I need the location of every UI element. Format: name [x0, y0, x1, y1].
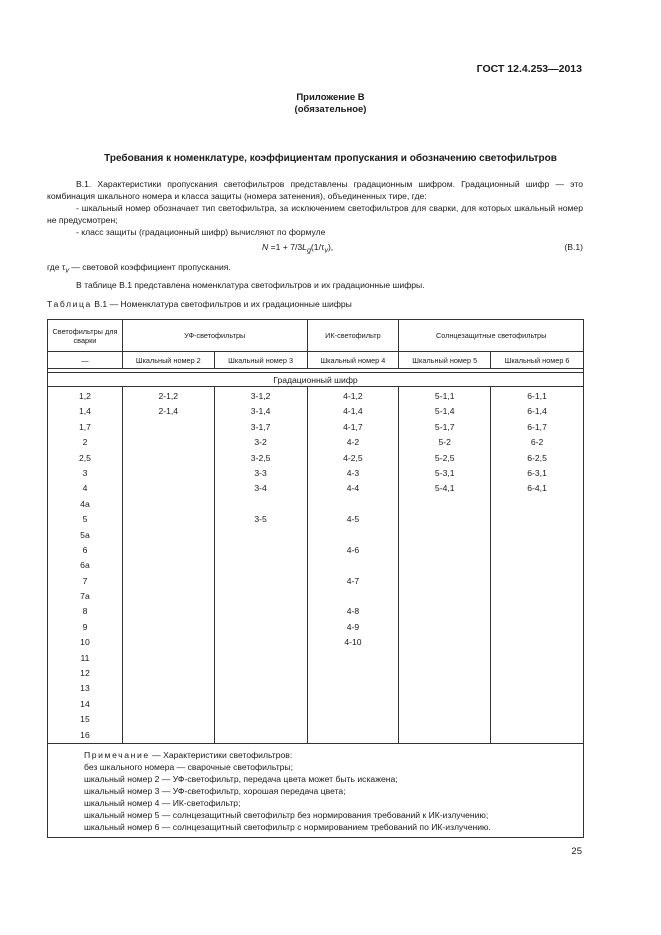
note-line: шкальный номер 6 — солнцезащитный светофильтр с нормированием требований по ИК-излучению. [84, 821, 491, 832]
table-cell [123, 481, 214, 496]
table-cell: 4-6 [346, 544, 360, 555]
appendix-subtitle: (обязательное) [294, 104, 367, 115]
table-cell: 2-1,4 [158, 406, 179, 417]
table-cell [123, 712, 214, 727]
table-cell [491, 681, 583, 696]
table-cell: 4-10 [344, 637, 362, 648]
table-cell [215, 712, 307, 727]
table-cell: 4-2,5 [343, 452, 363, 463]
table-cell: 13 [80, 683, 90, 694]
table-cell [491, 728, 583, 743]
table-cell [399, 651, 490, 666]
table-cell: 16 [80, 729, 90, 740]
table-cell: 6 [82, 544, 88, 555]
table-cell [123, 451, 214, 466]
filter-nomenclature-table [47, 319, 584, 838]
table-cell [491, 635, 583, 650]
table-cell: 2-1,2 [158, 391, 179, 401]
table-cell [215, 651, 307, 666]
note-line: шкальный номер 5 — солнцезащитный светофильтр без нормирования требований к ИК-излучению; [84, 809, 489, 820]
table-cell [308, 528, 399, 543]
table-cell: 4-7 [346, 575, 360, 586]
table-cell [399, 681, 490, 696]
table-cell: 5-1,7 [434, 421, 455, 432]
subheader-none: — [48, 352, 123, 369]
table-cell: 3-1,2 [250, 391, 271, 401]
subheader-scale-6: Шкальный номер 6 [491, 352, 584, 369]
table-header-row [48, 320, 584, 352]
table-cell [123, 528, 214, 543]
table-cell [123, 420, 214, 435]
appendix-title: Приложение В [296, 92, 365, 103]
column-welding [48, 387, 123, 744]
table-cell [215, 728, 307, 743]
header-ir: ИК-светофильтр [307, 320, 399, 352]
table-cell [215, 604, 307, 619]
appendix-heading [0, 92, 661, 116]
note-lines [84, 761, 583, 833]
table-cell: 3-4 [254, 483, 267, 494]
table-cell [308, 558, 399, 573]
table-cell [491, 666, 583, 681]
table-cell [399, 666, 490, 681]
table-cell [399, 635, 490, 650]
table-note [48, 743, 584, 837]
table-cell [399, 620, 490, 635]
table-cell [123, 543, 214, 558]
table-cell [399, 558, 490, 573]
table-cell: 5а [80, 529, 90, 540]
table-cell: 6-1,1 [527, 391, 547, 401]
formula-explanation: где $\tau_v$ — световой коэффициент пропускания. [47, 262, 231, 275]
note-line: шкальный номер 3 — УФ-светофильтр, хорошая передача цвета; [84, 785, 346, 796]
table-cell [491, 528, 583, 543]
table-cell [491, 497, 583, 512]
formula-line [47, 242, 583, 256]
gradation-label-row [48, 373, 584, 387]
header-sun: Солнцезащитные светофильтры [399, 320, 584, 352]
table-cell: 5-4,1 [434, 483, 455, 494]
table-cell [491, 604, 583, 619]
table-cell: 3-5 [254, 514, 267, 525]
table-cell: 1,7 [78, 421, 91, 432]
table-cell: 14 [80, 698, 90, 709]
formula: $N =1 + 7/3L_g(1/\tau_v)$, [262, 242, 334, 255]
table-cell [399, 497, 490, 512]
table-cell: 5-1,4 [434, 406, 455, 417]
table-cell [491, 512, 583, 527]
table-cell [123, 666, 214, 681]
table-cell: 3-1,7 [250, 421, 271, 432]
table-cell: 4-5 [346, 514, 360, 525]
table-cell [215, 543, 307, 558]
table-cell: 5-1,1 [434, 391, 455, 401]
paragraph-protection-class: - класс защиты (градационный шифр) вычисляют по формуле [76, 227, 326, 237]
table-cell: 6а [80, 560, 90, 571]
note-line: шкальный номер 2 — УФ-светофильтр, передача цвета может быть искажена; [84, 773, 398, 784]
table-cell [215, 697, 307, 712]
table-cell: 3 [82, 467, 88, 478]
body-text [47, 178, 583, 238]
table-cell [399, 712, 490, 727]
table-cell: 6-4,1 [527, 483, 547, 494]
table-cell [491, 697, 583, 712]
table-cell [215, 620, 307, 635]
column-scale-2 [122, 387, 214, 744]
table-cell [123, 681, 214, 696]
subheader-scale-4: Шкальный номер 4 [307, 352, 399, 369]
formula-explanation-text: — световой коэффициент пропускания. [68, 262, 231, 272]
table-cell: 6-2 [530, 437, 544, 448]
table-cell: 8 [82, 606, 88, 617]
table-cell [491, 712, 583, 727]
paragraph-b1: В.1. Характеристики пропускания светофильтров представлены градационным шифром. Градационный шифр — это комбинация шкального номера и класса защиты (номера затенения), объединенных тире, где: [47, 179, 583, 201]
table-cell [215, 681, 307, 696]
table-cell [308, 651, 399, 666]
table-cell [123, 512, 214, 527]
table-cell: 4-2 [346, 437, 360, 448]
table-cell [123, 558, 214, 573]
table-cell: 4-8 [346, 606, 360, 617]
table-cell: 4 [82, 483, 88, 494]
table-cell [308, 712, 399, 727]
table-cell [215, 589, 307, 604]
table-cell: 1,2 [78, 391, 91, 401]
table-cell: 11 [80, 652, 90, 663]
table-note-row [48, 743, 584, 837]
table-cell: 5-2 [438, 437, 451, 448]
table-cell: 4а [80, 498, 90, 509]
table-cell [308, 589, 399, 604]
table-cell [215, 666, 307, 681]
table-cell [123, 574, 214, 589]
table-cell [123, 589, 214, 604]
table-cell: 3-3 [254, 467, 267, 478]
table-cell: 5-3,1 [434, 467, 455, 478]
table-cell: 12 [80, 668, 90, 679]
note-first-text: — Характеристики светофильтров: [149, 749, 293, 760]
section-title: Требования к номенклатуре, коэффициентам пропускания и обозначению светофильтров [104, 153, 557, 164]
table-cell [491, 589, 583, 604]
table-cell [123, 728, 214, 743]
table-cell [491, 651, 583, 666]
table-cell: 6-2,5 [527, 452, 547, 463]
table-cell: 3-2,5 [250, 452, 271, 463]
table-cell [491, 574, 583, 589]
column-scale-5 [399, 387, 491, 744]
table-cell [123, 651, 214, 666]
table-subheader-row [48, 352, 584, 369]
table-cell: 7 [82, 575, 88, 586]
table-cell: 10 [80, 637, 90, 648]
note-label: Примечание [84, 749, 150, 760]
document-code: ГОСТ 12.4.253—2013 [476, 63, 582, 75]
table-caption-text: В.1 — Номенклатура светофильтров и их градационные шифры [91, 299, 352, 309]
table-cell: 9 [82, 621, 88, 632]
table-cell: 4-3 [346, 467, 360, 478]
subheader-scale-3: Шкальный номер 3 [214, 352, 307, 369]
table-cell: 4-1,7 [343, 421, 363, 432]
table-cell [123, 635, 214, 650]
table-cell: 5 [82, 514, 88, 525]
table-cell [308, 666, 399, 681]
table-cell [215, 497, 307, 512]
table-cell [399, 728, 490, 743]
table-caption-label: Таблица [47, 299, 92, 309]
table-cell [491, 620, 583, 635]
note-line: шкальный номер 4 — ИК-светофильтр; [84, 797, 241, 808]
table-cell [215, 558, 307, 573]
table-cell [399, 574, 490, 589]
table-cell [491, 543, 583, 558]
table-cell [399, 697, 490, 712]
table-cell: 2 [82, 437, 88, 448]
table-caption [47, 299, 352, 309]
table-cell [123, 435, 214, 450]
page-number: 25 [571, 846, 582, 857]
table-cell: 7а [80, 591, 90, 602]
table-cell [123, 620, 214, 635]
table-cell [308, 728, 399, 743]
gradation-label: Градационный шифр [48, 373, 584, 387]
paragraph-scale-number: - шкальный номер обозначает тип светофильтра, за исключением светофильтров для сварки, для которых шкальный номер не предусмотрен; [47, 203, 583, 225]
table-cell [215, 574, 307, 589]
table-cell: 2,5 [78, 452, 91, 463]
table-cell: 1,4 [78, 406, 91, 417]
table-cell: 4-1,4 [343, 406, 363, 417]
table-cell [399, 512, 490, 527]
table-cell [399, 543, 490, 558]
table-cell [123, 497, 214, 512]
table-cell: 6-3,1 [527, 467, 547, 478]
table-cell [308, 681, 399, 696]
table-cell [308, 697, 399, 712]
table-cell: 6-1,4 [527, 406, 547, 417]
after-formula-text [47, 260, 583, 292]
note-line: без шкального номера — сварочные светофильтры; [84, 761, 293, 772]
note-first-line [84, 749, 583, 761]
table-cell [215, 528, 307, 543]
table-cell: 15 [80, 714, 90, 725]
formula-number: (В.1) [564, 242, 583, 252]
table-cell: 3-1,4 [250, 406, 271, 417]
table-cell [215, 635, 307, 650]
subheader-scale-5: Шкальный номер 5 [399, 352, 491, 369]
table-data-row [48, 387, 584, 744]
table-cell: 4-4 [346, 483, 360, 494]
subheader-scale-2: Шкальный номер 2 [122, 352, 214, 369]
table-cell [491, 558, 583, 573]
header-welding: Светофильтры для сварки [48, 320, 123, 352]
table-cell: 4-9 [346, 621, 360, 632]
table-cell [399, 589, 490, 604]
column-scale-6 [491, 387, 584, 744]
table-cell: 6-1,7 [527, 421, 547, 432]
column-scale-3 [214, 387, 307, 744]
table-cell: 4-1,2 [343, 391, 363, 401]
table-cell [123, 466, 214, 481]
table-cell [399, 604, 490, 619]
header-uv: УФ-светофильтры [122, 320, 307, 352]
table-cell [399, 528, 490, 543]
table-cell [308, 497, 399, 512]
table-cell: 5-2,5 [434, 452, 455, 463]
column-scale-4 [307, 387, 399, 744]
table-reference: В таблице В.1 представлена номенклатура светофильтров и их градационные шифры. [76, 279, 425, 290]
table-cell [123, 697, 214, 712]
table-cell [123, 604, 214, 619]
table-cell: 3-2 [254, 437, 267, 448]
